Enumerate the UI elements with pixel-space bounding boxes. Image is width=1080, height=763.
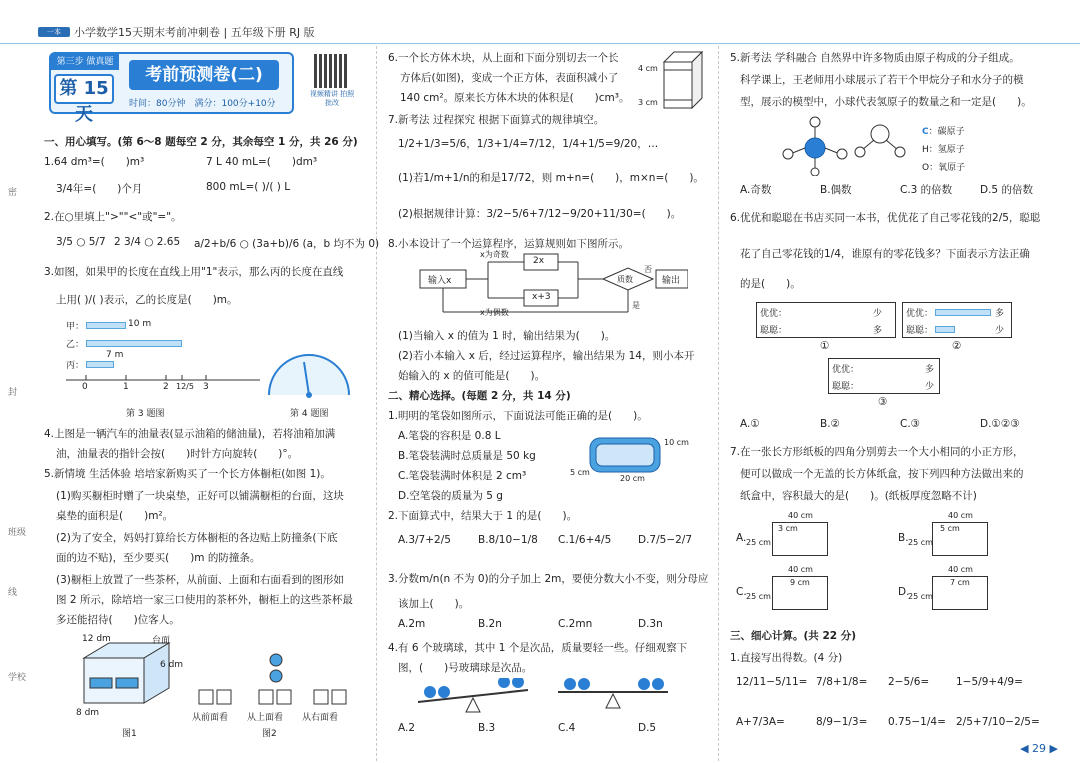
legend-label: 氧原子 xyxy=(938,163,966,173)
calc-item: 12/11−5/11= xyxy=(736,676,808,688)
axis-tick: 1 xyxy=(123,382,129,392)
question-text: 5.新情境 生活体验 培培家新购买了一个长方体橱柜(如图 1)。 xyxy=(44,468,331,480)
page-header xyxy=(0,0,1080,40)
legend-c: C：碳原子 xyxy=(922,127,965,137)
question-text: 4.有 6 个玻璃球，其中 1 个是次品，质量要轻一些。仔细观察下 xyxy=(388,642,688,654)
option[interactable]: B. xyxy=(898,532,909,544)
view-label: 从上面看 xyxy=(247,713,284,723)
diagram-text: 聪聪： xyxy=(906,326,934,336)
dimension-label: 40 cm xyxy=(948,565,973,574)
legend-h: H：氢原子 xyxy=(922,145,965,155)
question-text: (1)购买橱柜时赠了一块桌垫，正好可以铺满橱柜的台面，这块 xyxy=(56,490,344,502)
score-info: 满分：100分+10分 xyxy=(194,99,276,109)
question-text: 方体后(如图)，变成一个正方体，表面积减小了 xyxy=(400,72,619,84)
question-text: 140 cm²。原来长方体木块的体积是( )cm³。 xyxy=(400,92,630,104)
question-text: 2.下面算式中，结果大于 1 的是( )。 xyxy=(388,510,578,522)
margin-line: 线 xyxy=(8,588,18,598)
question-text: 科学课上，王老师用小球展示了若干个甲烷分子和水分子的模 xyxy=(740,74,1024,86)
book-title: 小学数学15天期末考前冲刺卷 | 五年级下册 RJ 版 xyxy=(74,26,315,39)
bar-yi xyxy=(86,340,182,347)
question-text: 5.新考法 学科融合 自然界中许多物质由原子构成的分子组成。 xyxy=(730,52,1020,64)
option[interactable]: A.2m xyxy=(398,618,426,630)
option[interactable]: C.2mn xyxy=(558,618,593,630)
question-text: 面的边不贴)，至少要买( )m 的防撞条。 xyxy=(56,552,261,564)
atom-symbol: C xyxy=(922,127,929,137)
legend-label: 氢原子 xyxy=(937,145,965,155)
dimension-label: 12 dm xyxy=(82,634,111,644)
flow-decision: 质数 xyxy=(617,275,633,284)
dimension-label: 6 dm xyxy=(160,660,184,670)
calc-item: 7/8+1/8= xyxy=(816,676,868,688)
question-text: 3/4年=( )个月 xyxy=(56,183,143,195)
margin-seal: 密 xyxy=(8,188,18,198)
option[interactable]: B.笔袋装满时总质量是 50 kg xyxy=(398,450,536,462)
option[interactable]: B.② xyxy=(820,418,840,430)
option[interactable]: D. xyxy=(898,586,910,598)
figure-caption: 第 3 题图 xyxy=(126,409,165,419)
axis-tick: 2 xyxy=(163,382,169,392)
diagram-text: 少 xyxy=(995,326,1005,336)
question-text: 6.一个长方体木块，从上面和下面分别切去一个长 xyxy=(388,52,619,64)
fuel-gauge xyxy=(264,350,354,400)
option[interactable]: C.笔袋装满时体积是 2 cm³ xyxy=(398,470,527,482)
question-text: 1.直接写出得数。(4 分) xyxy=(730,652,843,664)
option[interactable]: B.2n xyxy=(478,618,502,630)
option[interactable]: A. xyxy=(736,532,747,544)
question-text: 7.新考法 过程探究 根据下面算式的规律填空。 xyxy=(388,114,605,126)
calc-item: 2−5/6= xyxy=(888,676,930,688)
question-text: (2)根据规律计算：3/2−5/6+7/12−9/20+11/30=( )。 xyxy=(398,208,682,220)
diagram-text: 优优： xyxy=(760,309,788,319)
question-text: 多还能招待( )位客人。 xyxy=(56,614,180,626)
diagram-text: 聪聪： xyxy=(832,382,860,392)
wood-block-figure xyxy=(660,48,704,110)
column-divider xyxy=(376,46,377,761)
bar-bing xyxy=(86,361,114,368)
diagram-text: 少 xyxy=(873,309,883,319)
dimension-label: 40 cm xyxy=(788,511,813,520)
day-banner xyxy=(49,52,294,125)
dimension-label: 7 cm xyxy=(950,578,970,587)
question-text: 该加上( )。 xyxy=(398,598,470,610)
axis-tick: 12/5 xyxy=(176,382,194,391)
bar-label: 甲： xyxy=(66,322,85,332)
option[interactable]: C.1/6+4/5 xyxy=(558,534,612,546)
compare-item: a/2+b/6 ○ (3a+b)/6 (a，b 均不为 0) xyxy=(194,238,380,250)
header-rule xyxy=(0,43,1080,44)
step-label: 第三步 做真题 xyxy=(51,54,119,70)
option[interactable]: C. xyxy=(736,586,747,598)
cups-views xyxy=(189,650,354,710)
option[interactable]: A.奇数 xyxy=(740,184,772,196)
option[interactable]: D.5 的倍数 xyxy=(980,184,1033,196)
diagram-text: 少 xyxy=(925,382,935,392)
formula: 1/2+1/3=5/6，1/3+1/4=7/12，1/4+1/5=9/20，… xyxy=(398,138,659,150)
exam-meta xyxy=(129,96,276,109)
question-text: 图，( )号玻璃球是次品。 xyxy=(398,662,533,674)
question-text: (3)橱柜上放置了一些茶杯，从前面、上面和右面看到的图形如 xyxy=(56,574,344,586)
compare-item: 2 3/4 ○ 2.65 xyxy=(114,236,181,248)
section-title: 三、细心计算。(共 22 分) xyxy=(730,630,857,642)
column-right xyxy=(730,46,1050,761)
dimension-label: 5 cm xyxy=(940,524,960,533)
atom-symbol: H xyxy=(922,145,929,155)
time-info: 时间：80分钟 xyxy=(129,99,186,109)
dimension-label: 40 cm xyxy=(948,511,973,520)
qr-code[interactable] xyxy=(314,54,348,88)
flow-branch: x为偶数 xyxy=(480,308,509,317)
question-text: (1)若1/m+1/n的和是17/72，则 m+n=( )，m×n=( )。 xyxy=(398,172,704,184)
question-text: 4.上图是一辆汽车的油量表(显示油箱的储油量)，若将油箱加满 xyxy=(44,428,336,440)
question-text: 花了自己零花钱的1/4，谁原有的零花钱多？下面表示方法正确 xyxy=(740,248,1030,260)
question-text: 1.明明的笔袋如图所示，下面说法可能正确的是( )。 xyxy=(388,410,648,422)
question-text: 型，展示的模型中，小球代表氢原子的数量之和一定是( )。 xyxy=(740,96,1032,108)
flow-branch: x为奇数 xyxy=(480,250,509,259)
calc-item: 2/5+7/10−2/5= xyxy=(956,716,1040,728)
diagram-number: ③ xyxy=(878,396,888,408)
dimension-label: 25 cm xyxy=(908,538,933,547)
question-text: 纸盒中，容积最大的是( )。(纸板厚度忽略不计) xyxy=(740,490,977,502)
bar-label: 丙： xyxy=(66,361,85,371)
question-text: 7.在一张长方形纸板的四角分别剪去一个大小相同的小正方形， xyxy=(730,446,1024,458)
axis-tick: 3 xyxy=(203,382,209,392)
option[interactable]: D.5 xyxy=(638,722,657,734)
compare-item: 3/5 ○ 5/7 xyxy=(56,236,106,248)
figure-caption: 图1 xyxy=(122,729,137,739)
question-text: 始输入的 x 的值可能是( )。 xyxy=(398,370,546,382)
diagram-1 xyxy=(756,302,896,338)
figure-caption: 第 4 题图 xyxy=(290,409,329,419)
question-text: 800 mL=( )/( ) L xyxy=(206,181,291,193)
question-text: 7 L 40 mL=( )dm³ xyxy=(206,156,318,168)
legend-label: 碳原子 xyxy=(937,127,965,137)
bar-label: 乙： xyxy=(66,340,85,350)
margin-seal: 封 xyxy=(8,388,18,398)
cabinet-figure xyxy=(74,638,179,718)
diagram-2 xyxy=(902,302,1012,338)
balance-figure xyxy=(418,678,678,716)
bar-length: 10 m xyxy=(128,319,152,329)
bar-jia xyxy=(86,322,126,329)
option[interactable]: A.① xyxy=(740,418,760,430)
page-number[interactable]: ◀ 29 ▶ xyxy=(1020,742,1058,755)
question-text: 便可以做成一个无盖的长方体纸盒，按下列四种方法做出来的 xyxy=(740,468,1024,480)
view-label: 从右面看 xyxy=(302,713,339,723)
molecule-figure xyxy=(780,116,920,176)
question-text: 2.在○里填上">""<"或"="。 xyxy=(44,211,182,223)
option[interactable]: C.③ xyxy=(900,418,921,430)
brand-logo: 一本 xyxy=(38,27,70,37)
figure-caption: 图2 xyxy=(262,729,277,739)
section-title: 二、精心选择。(每题 2 分，共 14 分) xyxy=(388,390,571,402)
option[interactable]: D.①②③ xyxy=(980,418,1020,430)
dimension-label: 25 cm xyxy=(746,592,771,601)
dimension-label: 25 cm xyxy=(746,538,771,547)
qr-caption: 视频精讲 拍照批改 xyxy=(309,90,355,107)
diagram-text: 优优： xyxy=(832,365,860,375)
dimension-label: 25 cm xyxy=(908,592,933,601)
column-divider xyxy=(718,46,719,761)
question-text: 的是( )。 xyxy=(740,278,801,290)
calc-item: 0.75−1/4= xyxy=(888,716,946,728)
axis-tick: 0 xyxy=(82,382,88,392)
dimension-label: 5 cm xyxy=(570,468,590,477)
atom-symbol: O xyxy=(922,163,930,173)
dimension-label: 20 cm xyxy=(620,474,645,483)
view-label: 从前面看 xyxy=(192,713,229,723)
question-text: 8.小本设计了一个运算程序，运算规则如下图所示。 xyxy=(388,238,630,250)
diagram-text: 多 xyxy=(873,326,883,336)
option[interactable]: D.3n xyxy=(638,618,663,630)
option[interactable]: B.偶数 xyxy=(820,184,852,196)
dimension-label: 40 cm xyxy=(788,565,813,574)
diagram-bar xyxy=(935,326,955,333)
diagram-3 xyxy=(828,358,940,394)
diagram-number: ① xyxy=(820,340,830,352)
diagram-text: 多 xyxy=(925,365,935,375)
flow-op: 2x xyxy=(533,256,545,266)
option[interactable]: D.7/5−2/7 xyxy=(638,534,693,546)
diagram-number: ② xyxy=(952,340,962,352)
dimension-label: 10 cm xyxy=(664,438,689,447)
calc-item: A+7/3A= xyxy=(736,716,785,728)
dimension-label: 9 cm xyxy=(790,578,810,587)
question-text: (1)当输入 x 的值为 1 时，输出结果为( )。 xyxy=(398,330,616,342)
dimension-label: 3 cm xyxy=(778,524,798,533)
option[interactable]: B.3 xyxy=(478,722,496,734)
flow-no: 否 xyxy=(644,265,652,274)
bar-length: 7 m xyxy=(106,350,124,360)
flow-op: x+3 xyxy=(532,292,551,302)
question-text: 图 2 所示，除培培一家三口使用的茶杯外，橱柜上的这些茶杯最 xyxy=(56,594,353,606)
flow-yes: 是 xyxy=(632,301,640,310)
flow-input: 输入x xyxy=(428,276,452,286)
option[interactable]: B.8/10−1/8 xyxy=(478,534,538,546)
legend-o: O：氧原子 xyxy=(922,163,966,173)
column-middle xyxy=(388,46,709,761)
margin-class: 班级 xyxy=(8,528,27,538)
option[interactable]: D.空笔袋的质量为 5 g xyxy=(398,490,503,502)
calc-item: 1−5/9+4/9= xyxy=(956,676,1023,688)
option[interactable]: C.4 xyxy=(558,722,576,734)
dimension-label: 4 cm xyxy=(638,64,658,73)
question-text: (2)若小本输入 x 后，经过运算程序，输出结果为 14，则小本开 xyxy=(398,350,695,362)
question-text: 3.分数m/n(n 不为 0)的分子加上 2m，要使分数大小不变，则分母应 xyxy=(388,573,709,585)
figure-label: 台面 xyxy=(152,636,171,646)
option[interactable]: A.2 xyxy=(398,722,416,734)
question-text: 3.如图，如果甲的长度在直线上用"1"表示，那么丙的长度在直线 xyxy=(44,266,344,278)
question-text: 桌垫的面积是( )m²。 xyxy=(56,510,174,522)
exam-title: 考前预测卷(二) xyxy=(129,60,279,90)
question-text: 1.64 dm³=( )m³ xyxy=(44,156,145,168)
diagram-text: 聪聪： xyxy=(760,326,788,336)
dimension-label: 8 dm xyxy=(76,708,100,718)
pencil-case-figure xyxy=(586,428,666,480)
diagram-bar xyxy=(935,309,991,316)
margin-school: 学校 xyxy=(8,673,27,683)
option[interactable]: A.笔袋的容积是 0.8 L xyxy=(398,430,501,442)
question-text: 上用( )/( )表示，乙的长度是( )m。 xyxy=(56,294,238,306)
option[interactable]: A.3/7+2/5 xyxy=(398,534,451,546)
day-label: 第 15 天 xyxy=(54,74,114,104)
question-text: 油，油量表的指针会按( )时针方向旋转( )°。 xyxy=(56,448,299,460)
flow-output: 输出 xyxy=(662,276,681,286)
question-text: (2)为了安全，妈妈打算给长方体橱柜的各边贴上防撞条(下底 xyxy=(56,532,338,544)
section-title: 一、用心填写。(第 6～8 题每空 2 分，其余每空 1 分，共 26 分) xyxy=(44,136,358,148)
calc-item: 8/9−1/3= xyxy=(816,716,868,728)
diagram-text: 多 xyxy=(995,309,1005,319)
diagram-text: 优优： xyxy=(906,309,934,319)
dimension-label: 3 cm xyxy=(638,98,658,107)
column-left xyxy=(44,46,380,761)
question-text: 6.优优和聪聪在书店买同一本书，优优花了自己零花钱的2/5，聪聪 xyxy=(730,212,1041,224)
option[interactable]: C.3 的倍数 xyxy=(900,184,953,196)
